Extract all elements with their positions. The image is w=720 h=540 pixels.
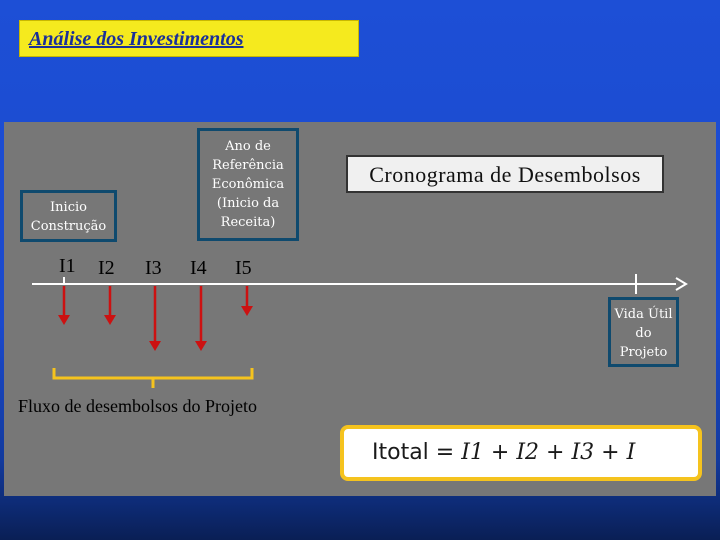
formula-eq: = [435, 440, 455, 465]
investment-label-5: I5 [235, 257, 252, 279]
investment-label-1: I1 [59, 255, 76, 277]
investment-label-3: I3 [145, 257, 162, 279]
cronograma-title: Cronograma de Desembolsos [346, 155, 664, 193]
investment-label-4: I4 [190, 257, 207, 279]
formula-plus-1: + [490, 440, 510, 465]
timeline-arrowhead [676, 278, 686, 290]
inicio-construcao-label: Inicio Construção [30, 200, 107, 234]
ano-referencia-label: Ano de Referência Econômica (Inicio da Receita) [211, 139, 285, 230]
investment-label-2: I2 [98, 257, 115, 279]
formula-plus-2: + [546, 440, 565, 465]
slide-title: Análise dos Investimentos [29, 28, 244, 50]
formula-term-4: I [626, 440, 636, 465]
fluxo-label: Fluxo de desembolsos do Projeto [18, 396, 257, 416]
formula-lhs: Itotal [372, 440, 429, 465]
vida-util-label: Vida Útil do Projeto [614, 307, 673, 360]
fluxo-bracket [54, 368, 252, 378]
formula-box [340, 425, 702, 481]
formula [372, 440, 635, 465]
formula-term-3: I3 [571, 440, 595, 465]
formula-plus-3: + [601, 440, 620, 465]
formula-term-1: I1 [461, 440, 484, 465]
formula-term-2: I2 [516, 440, 540, 465]
